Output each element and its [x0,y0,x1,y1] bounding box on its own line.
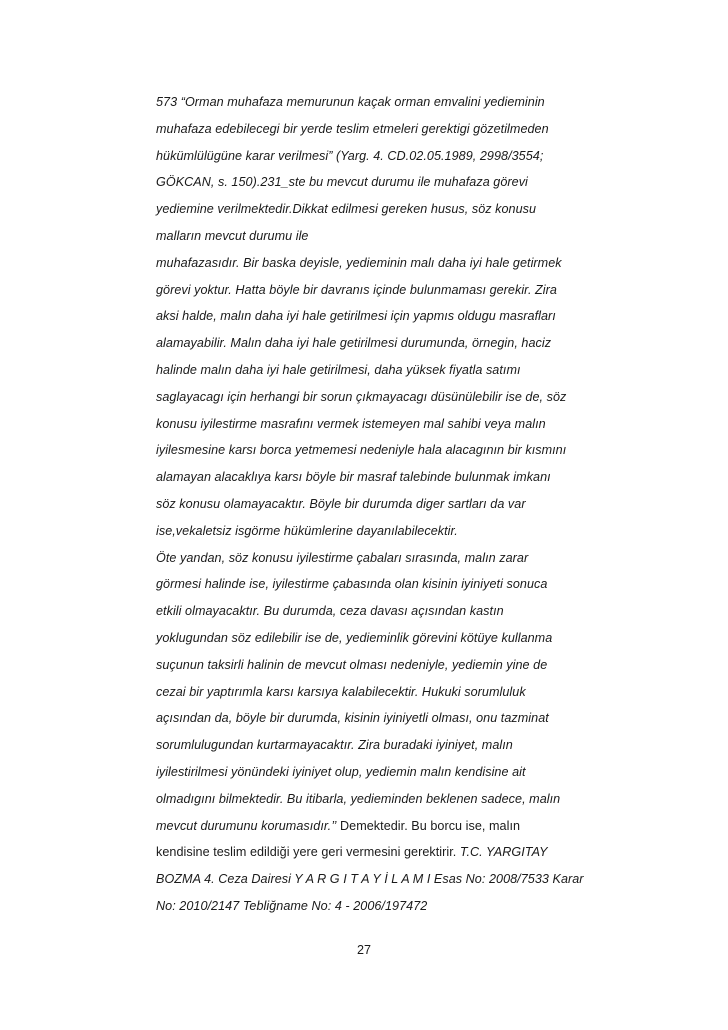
text-line [156,411,596,438]
text-segment: açısından da, böyle bir durumda, kisinin iyiniyetli olması, onu tazminat [156,711,549,726]
text-segment: yediemine verilmektedir.Dikkat edilmesi gereken husus, söz konusu [156,202,537,217]
text-line [156,839,596,866]
text-segment: Demektedir. Bu borcu ise, malın [336,818,521,833]
text-segment: yoklugundan söz edilebilir ise de, yedieminlik görevini kötüye kullanma [156,630,553,645]
text-segment: iyilesmesine karsı borca yetmemesi nedeniyle hala alacagının bir kısmını [156,443,567,458]
text-line [156,571,596,598]
text-line [156,223,596,250]
text-line [156,598,596,625]
text-segment: halinde malın daha iyi hale getirilmesi, daha yüksek fiyatla satımı [156,362,521,377]
text-line [156,250,596,277]
text-segment: aksi halde, malın daha iyi hale getirilmesi için yapmıs oldugu masrafları [156,309,556,324]
text-segment: olmadıgını bilmektedir. Bu itibarla, yedieminden beklenen sadece, malın [156,791,561,806]
text-segment: iyilestirilmesi yönündeki iyiniyet olup, yediemin malın kendisine ait [156,764,526,779]
text-segment: GÖKCAN, s. 150).231_ste bu mevcut durumu ile muhafaza görevi [156,175,528,190]
text-segment: Öte yandan, söz konusu iyilestirme çabaları sırasında, malın zarar [156,550,529,565]
text-line [156,169,596,196]
text-segment: etkili olmayacaktır. Bu durumda, ceza davası açısından kastın [156,604,504,619]
text-line [156,303,596,330]
text-segment: konusu iyilestirme masrafını vermek istemeyen mal sahibi veya malın [156,416,546,431]
text-segment: T.C. YARGITAY [459,845,548,860]
text-segment: muhafazasıdır. Bir baska deyisle, yedieminin malı daha iyi hale getirmek [156,255,562,270]
body-text [156,89,596,920]
text-segment: malların mevcut durumu ile [156,228,309,243]
text-segment: saglayacagı için herhangi bir sorun çıkmayacagı düsünülebilir ise de, söz [156,389,567,404]
text-segment: 573 “Orman muhafaza memurunun kaçak orman emvalini yedieminin [156,95,545,109]
page-number: 27 [356,943,371,957]
text-segment: suçunun taksirli halinin de mevcut olması nedeniyle, yediemin yine de [156,657,548,672]
text-line [156,437,596,464]
text-segment: cezai bir yaptırımla karsı karsıya kalabilecektir. Hukuki sorumluluk [156,684,526,699]
text-line [156,143,596,170]
text-line [156,786,596,813]
text-line [156,357,596,384]
text-line [156,705,596,732]
text-line [156,625,596,652]
text-line [156,893,596,920]
text-line [156,813,596,840]
text-segment: alamayan alacaklıya karsı böyle bir masraf talebinde bulunmak imkanı [156,470,551,485]
text-segment: görmesi halinde ise, iyilestirme çabasında olan kisinin iyiniyeti sonuca [156,577,548,592]
text-line [156,518,596,545]
text-line [156,652,596,679]
text-segment: alamayabilir. Malın daha iyi hale getirilmesi durumunda, örnegin, haciz [156,336,552,351]
text-segment: sorumlulugundan kurtarmayacaktır. Zira buradaki iyiniyet, malın [156,738,513,753]
text-segment: kendisine teslim edildiği yere geri vermesini gerektirir. [156,845,460,860]
text-line [156,464,596,491]
text-segment: ise,vekaletsiz isgörme hükümlerine dayanılabilecektir. [156,523,458,538]
text-segment: BOZMA 4. Ceza Dairesi Y A R G I T A Y İ L A M I Esas No: 2008/7533 Karar [156,872,584,887]
text-line [156,866,596,893]
text-segment: mevcut durumunu korumasıdır.’’ [156,818,337,833]
text-line [156,545,596,572]
text-line [156,89,596,116]
text-line [156,759,596,786]
text-line [156,732,596,759]
text-segment: söz konusu olamayacaktır. Böyle bir durumda diger sartları da var [156,496,526,511]
text-line [156,277,596,304]
text-segment: No: 2010/2147 Tebliğname No: 4 - 2006/197472 [156,898,428,913]
text-line [156,196,596,223]
text-line [156,330,596,357]
text-line [156,491,596,518]
text-line [156,679,596,706]
text-line [156,116,596,143]
text-segment: görevi yoktur. Hatta böyle bir davranıs içinde bulunmaması gerekir. Zira [156,282,557,297]
text-segment: hükümlülügüne karar verilmesi” (Yarg. 4. CD.02.05.1989, 2998/3554; [156,148,544,163]
text-line [156,384,596,411]
text-segment: muhafaza edebilecegi bir yerde teslim etmeleri gerektigi gözetilmeden [156,121,549,136]
